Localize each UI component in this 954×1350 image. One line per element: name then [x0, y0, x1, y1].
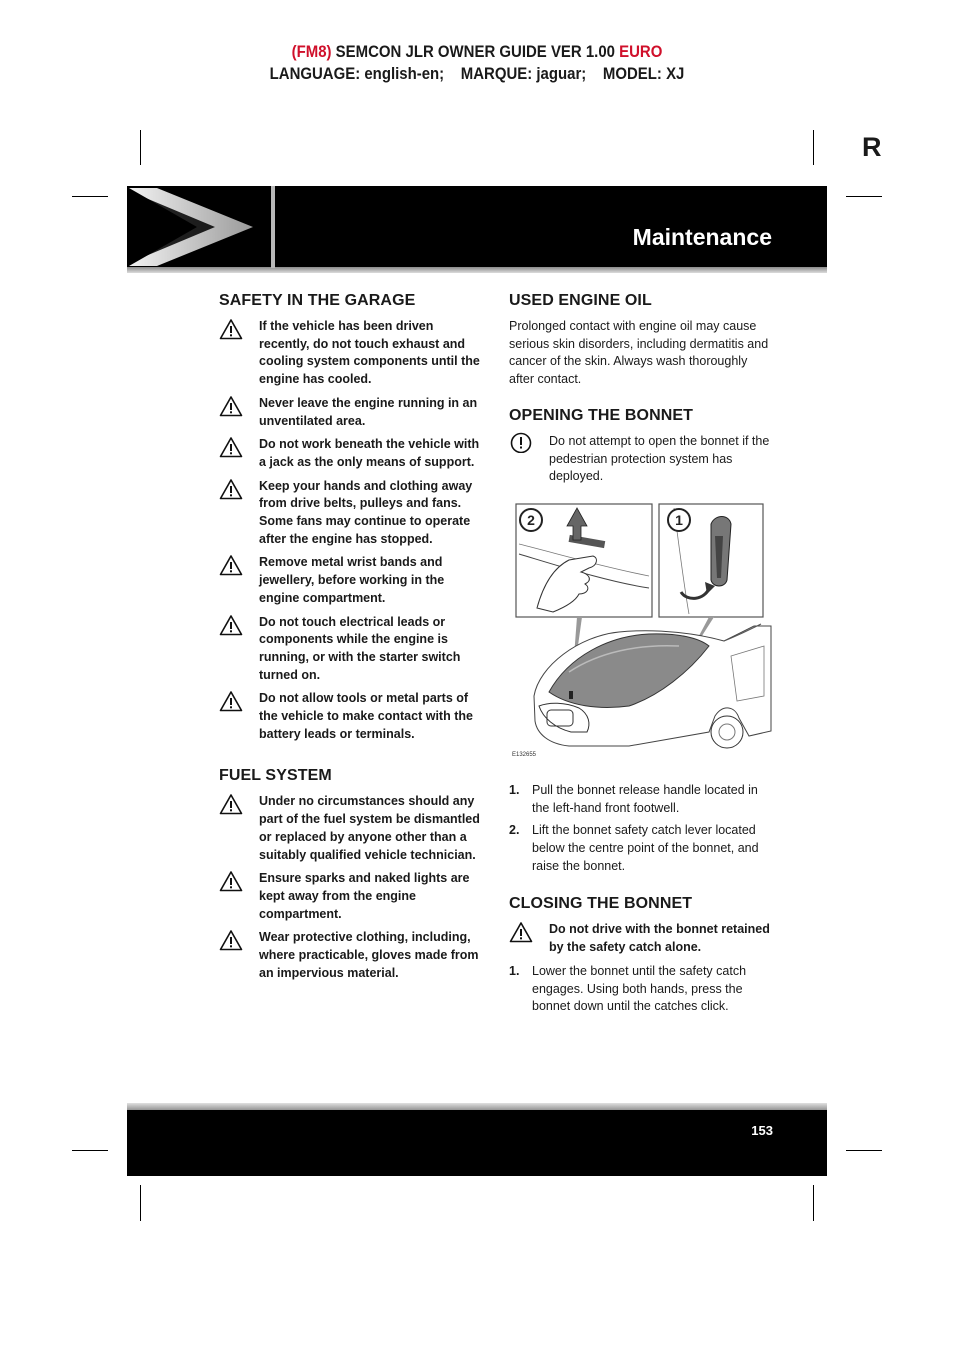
warning-triangle-icon — [509, 921, 533, 943]
corner-letter: R — [862, 132, 882, 162]
doc-header-line2: LANGUAGE: english-en; MARQUE: jaguar; MODEL: XJ — [269, 64, 685, 83]
crop-mark — [140, 1185, 141, 1221]
warning-text: Keep your hands and clothing away from drive belts, pulleys and fans. Some fans may continue to operate after the engine has stopped. — [259, 478, 473, 546]
crop-mark — [813, 1185, 814, 1221]
warning-item — [509, 921, 774, 956]
warning-text: If the vehicle has been driven recently, do not touch exhaust and cooling system components until the engine has cooled. — [259, 319, 480, 387]
step-item — [509, 822, 774, 875]
step-number: 1. — [509, 782, 520, 797]
warning-item — [219, 436, 483, 471]
warning-triangle-icon — [219, 395, 243, 417]
car-bonnet-diagram — [509, 496, 774, 754]
crop-mark — [813, 130, 814, 165]
warning-text: Do not drive with the bonnet retained by the safety catch alone. — [549, 922, 770, 955]
step-text: Lower the bonnet until the safety catch engages. Using both hands, press the bonnet down until the catches click. — [532, 963, 747, 1014]
warning-text: Remove metal wrist bands and jewellery, before working in the engine compartment. — [259, 555, 445, 605]
step-number: 2. — [509, 823, 520, 838]
heading-closing-bonnet: CLOSING THE BONNET — [509, 895, 693, 913]
warning-triangle-icon — [219, 554, 243, 576]
warning-triangle-icon — [219, 690, 243, 712]
crop-mark — [846, 1150, 882, 1151]
left-column — [219, 292, 483, 989]
warning-text: Do not allow tools or metal parts of the vehicle to make contact with the battery leads or terminals. — [259, 691, 473, 741]
warning-item — [219, 554, 483, 607]
chevron-arrow-icon — [127, 186, 275, 268]
heading-fuel: FUEL SYSTEM — [219, 767, 332, 785]
warning-triangle-icon — [219, 614, 243, 636]
warning-item — [219, 395, 483, 430]
warning-text: Wear protective clothing, including, where practicable, gloves made from an impervious material. — [259, 930, 479, 980]
step-text: Lift the bonnet safety catch lever located below the centre point of the bonnet, and raise the bonnet. — [532, 823, 759, 873]
crop-mark — [846, 196, 882, 197]
warning-triangle-icon — [219, 870, 243, 892]
step-number: 1. — [509, 963, 520, 978]
caution-text: Do not attempt to open the bonnet if the pedestrian protection system has deployed. — [549, 433, 770, 484]
warning-triangle-icon — [219, 436, 243, 458]
step-text: Pull the bonnet release handle located in the left-hand front footwell. — [532, 782, 758, 815]
crop-mark — [72, 196, 108, 197]
step-item — [509, 963, 774, 1016]
warning-item — [219, 614, 483, 685]
warning-triangle-icon — [219, 318, 243, 340]
heading-opening-bonnet: OPENING THE BONNET — [509, 406, 694, 424]
warning-text: Do not touch electrical leads or components while the engine is running, or with the starter switch turned on. — [259, 614, 461, 682]
right-column — [509, 292, 774, 1021]
warning-item — [219, 318, 483, 389]
warning-triangle-icon — [219, 929, 243, 951]
heading-safety: SAFETY IN THE GARAGE — [219, 292, 416, 309]
caution-circle-icon — [509, 431, 533, 453]
crop-mark — [72, 1150, 108, 1151]
callout-number: 2 — [527, 511, 535, 528]
page-number: 153 — [751, 1123, 773, 1138]
footer-band — [127, 1110, 827, 1176]
warning-text: Ensure sparks and naked lights are kept away from the engine compartment. — [259, 871, 470, 921]
engine-oil-text: Prolonged contact with engine oil may cause serious skin disorders, including dermatitis and cancer of the skin. Always wash thoroughly after contact. — [509, 319, 769, 387]
callout-number: 1 — [675, 511, 683, 528]
caution-item — [509, 433, 774, 486]
heading-engine-oil: USED ENGINE OIL — [509, 292, 652, 309]
header-prefix: (FM8) — [291, 42, 332, 61]
warning-triangle-icon — [219, 793, 243, 815]
warning-text: Under no circumstances should any part of the fuel system be dismantled or replaced by anyone other than a suitably qualified vehicle technician. — [259, 794, 480, 862]
warning-triangle-icon — [219, 478, 243, 500]
header-main: SEMCON JLR OWNER GUIDE VER 1.00 — [335, 42, 615, 61]
doc-header-line1 — [57, 42, 897, 62]
warning-item — [219, 929, 483, 982]
bonnet-release-illustration — [509, 496, 774, 768]
crop-mark — [140, 130, 141, 165]
warning-text: Never leave the engine running in an unventilated area. — [259, 395, 478, 428]
warning-item — [219, 793, 483, 864]
warning-text: Do not work beneath the vehicle with a jack as the only means of support. — [259, 437, 480, 469]
figure-code: E132655 — [512, 751, 537, 758]
warning-item — [219, 870, 483, 923]
step-item — [509, 782, 774, 817]
warning-item — [219, 690, 483, 743]
section-title: Maintenance — [632, 224, 772, 250]
header-suffix: EURO — [619, 42, 663, 61]
warning-item — [219, 478, 483, 549]
